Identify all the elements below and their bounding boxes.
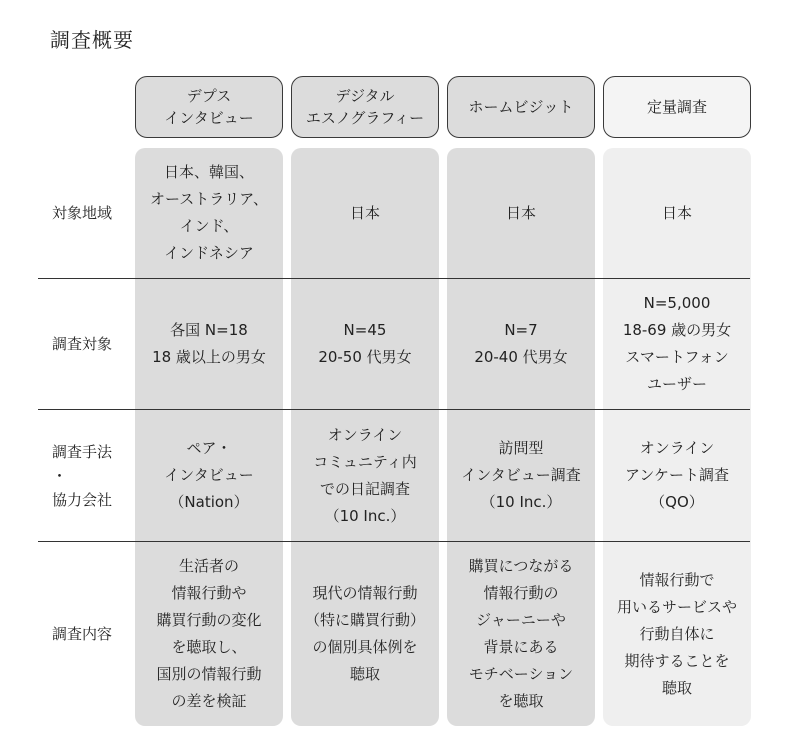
cell-target-depth: 各国 N=18 18 歳以上の男女 <box>152 321 266 366</box>
cell-method-homevisit: 訪問型 インタビュー調査 （10 Inc.） <box>461 439 581 511</box>
cell-content-quantitative: 情報行動で 用いるサービスや 行動自体に 期待することを 聴取 <box>616 570 737 697</box>
cell-content-ethnography: 現代の情報行動 （特に購買行動） の個別具体例を 聴取 <box>304 584 425 683</box>
cell-target-homevisit: N=7 20-40 代男女 <box>474 321 568 366</box>
cell-region-ethnography: 日本 <box>349 203 380 222</box>
page-title: 調査概要 <box>50 28 134 52</box>
cell-method-depth: ペア・ インタビュー （Nation） <box>164 439 254 511</box>
column-header-depth-interview: デプス インタビュー <box>135 76 283 138</box>
row-label-target: 調査対象 <box>52 335 113 353</box>
column-header-quantitative: 定量調査 <box>603 76 751 138</box>
column-header-digital-ethnography: デジタル エスノグラフィー <box>291 76 439 138</box>
row-label-content: 調査内容 <box>52 625 113 643</box>
column-header-home-visit: ホームビジット <box>447 76 595 138</box>
row-label-method: 調査手法 ・ 協力会社 <box>52 442 113 509</box>
cell-region-depth: 日本、韓国、 オーストラリア、 インド、 インドネシア <box>149 163 269 262</box>
row-label-region: 対象地域 <box>52 204 113 222</box>
cell-method-quantitative: オンライン アンケート調査 （QO） <box>624 439 730 511</box>
cell-content-homevisit: 購買につながる 情報行動の ジャーニーや 背景にある モチベーション を聴取 <box>468 557 574 710</box>
cell-content-depth: 生活者の 情報行動や 購買行動の変化 を聴取し、 国別の情報行動 の差を検証 <box>156 557 262 710</box>
cell-region-quantitative: 日本 <box>661 203 692 222</box>
cell-method-ethnography: オンライン コミュニティ内 での日記調査 （10 Inc.） <box>313 425 417 525</box>
cell-region-homevisit: 日本 <box>505 203 536 222</box>
cell-target-ethnography: N=45 20-50 代男女 <box>318 321 412 366</box>
cell-target-quantitative: N=5,000 18-69 歳の男女 スマートフォン ユーザー <box>622 294 732 393</box>
